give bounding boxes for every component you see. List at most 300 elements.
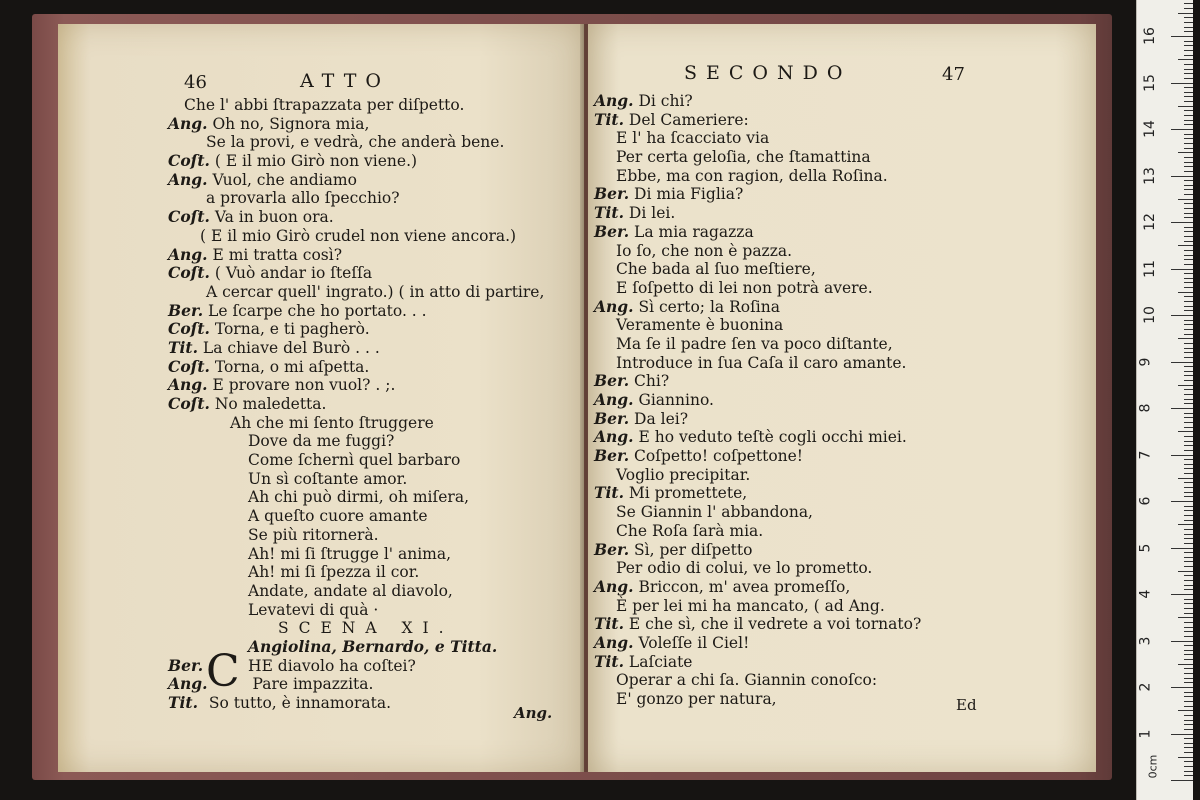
right-page-line [594,653,921,672]
line-text: Chi? [634,372,670,391]
left-page-line [168,395,544,414]
ruler-tick [1184,115,1193,116]
ruler-tick [1178,152,1193,153]
ruler-tick [1184,171,1193,172]
left-page-line [168,545,544,564]
ruler-label: 9 [1137,357,1154,366]
speaker-label: Ang. [594,632,634,652]
right-page-line [594,522,921,541]
line-text: Ma ſe il padre ſen va poco diſtante, [616,334,893,353]
speaker-label: Ber. [594,446,630,466]
ruler-tick [1171,315,1193,316]
ruler-tick [1184,608,1193,609]
line-text: Vuol, che andiamo [212,170,357,189]
ruler-tick [1178,710,1193,711]
line-text: E che sì, che il vedrete a voi tornato? [628,615,922,634]
speaker-label: Ang. [168,169,208,189]
ruler-tick [1184,450,1193,451]
ruler-tick [1184,110,1193,111]
ruler-tick [1184,96,1193,97]
speaker-label: Tit. [594,203,624,223]
ruler-tick [1184,203,1193,204]
line-text: Di chi? [638,92,693,110]
ruler-tick [1184,673,1193,674]
ruler-tick [1184,720,1193,721]
ruler-tick [1184,357,1193,358]
ruler-tick [1184,208,1193,209]
ruler-tick [1184,464,1193,465]
ruler-tick [1171,362,1193,363]
ruler-tick [1184,227,1193,228]
right-page-line [594,578,921,597]
right-page-line [594,690,921,709]
ruler-tick [1184,766,1193,767]
ruler-tick [1178,338,1193,339]
ruler-label: 15 [1141,73,1158,92]
ruler-tick [1184,487,1193,488]
line-text: Operar a chi ſa. Giannin conoſco: [616,671,878,690]
ruler-tick [1184,45,1193,46]
speaker-label: Tit. [594,651,624,671]
ruler-tick [1184,427,1193,428]
ruler-tick [1184,148,1193,149]
ruler-tick [1184,529,1193,530]
line-text: Sì, per diſpetto [634,540,753,559]
line-text: Voglio precipitar. [616,465,751,484]
ruler-tick [1184,678,1193,679]
ruler-tick [1184,627,1193,628]
speaker-label: Ber. [594,408,630,428]
ruler-tick [1184,543,1193,544]
right-page-line [594,484,921,503]
right-running-head: SECONDO [684,62,852,84]
ruler-tick [1184,213,1193,214]
right-page-line [594,634,921,653]
line-text: Da lei? [634,409,689,428]
left-page-line [168,432,544,451]
ruler-tick [1184,599,1193,600]
ruler-tick [1178,571,1193,572]
line-text: Torna, e ti pagherò. [214,320,370,339]
ruler-tick [1171,222,1193,223]
right-page [588,24,1096,772]
right-page-line [594,242,921,261]
line-text: Va in buon ora. [214,208,334,227]
line-text: Torna, o mi aſpetta. [214,357,370,376]
left-page-line [168,507,544,526]
ruler-tick [1184,729,1193,730]
line-text: La chiave del Burò . . . [202,338,380,357]
right-page-line [594,671,921,690]
line-text: Se più ritornerà. [248,525,379,544]
right-page-line [594,204,921,223]
line-text: HE diavolo ha coſtei? [248,656,416,675]
speaker-label: Tit. [594,483,624,503]
left-page-line [168,619,544,638]
ruler-tick [1184,552,1193,553]
ruler-tick [1184,417,1193,418]
speaker-label: Ang. [594,296,634,316]
ruler-label: 16 [1141,27,1158,45]
left-catchword: Ang. [514,704,553,722]
ruler-tick [1184,506,1193,507]
ruler-tick [1184,394,1193,395]
ruler-tick [1178,478,1193,479]
line-text: E' gonzo per natura, [616,690,777,708]
right-catchword: Ed [956,696,977,714]
left-page-line [168,208,544,227]
line-text: Briccon, m' avea promeſſo, [638,577,851,596]
line-text: È per lei mi ha mancato, ( ad Ang. [616,596,885,615]
ruler-tick [1178,524,1193,525]
right-page-line [594,92,921,111]
line-text: Ah che mi ſento ſtruggere [230,413,434,432]
ruler-label: 8 [1137,403,1154,413]
ruler-tick [1184,747,1193,748]
ruler-label: 13 [1141,166,1158,185]
ruler-tick [1184,659,1193,660]
speaker-label: Ang. [594,390,634,409]
left-page-line [168,414,544,433]
ruler-tick [1184,775,1193,776]
line-text: Io ſo, che non è pazza. [616,241,793,260]
speaker-label: Ang. [594,91,634,110]
ruler-tick [1184,538,1193,539]
ruler-tick [1184,343,1193,344]
ruler-tick [1184,738,1193,739]
line-text: E l' ha ſcacciato via [616,129,770,148]
ruler-tick [1184,348,1193,349]
speaker-label: Coſt. [168,151,210,171]
ruler-tick [1184,706,1193,707]
line-text: Di mia Figlia? [634,185,744,204]
ruler-tick [1184,27,1193,28]
ruler-tick [1184,375,1193,376]
line-text: Introduce in ſua Caſa il caro amante. [616,353,907,372]
ruler-tick [1184,162,1193,163]
ruler-tick [1184,603,1193,604]
ruler-tick [1184,143,1193,144]
ruler-tick [1184,101,1193,102]
ruler-label: 5 [1137,543,1154,552]
ruler-label: 1 [1137,729,1154,738]
line-text: E mi tratta così? [212,245,343,264]
left-page-line [168,320,544,339]
ruler-tick [1171,780,1193,781]
speaker-label: Coſt. [168,207,210,227]
right-page-line [594,559,921,578]
left-page-line [168,339,544,358]
right-page-line [594,298,921,317]
ruler-tick [1184,217,1193,218]
ruler-tick [1184,8,1193,9]
ruler-tick [1184,73,1193,74]
ruler-tick [1184,120,1193,121]
ruler-tick [1171,455,1193,456]
ruler-tick [1178,13,1193,14]
ruler-tick [1184,157,1193,158]
left-page-line [168,470,544,489]
line-text: Le ſcarpe che ho portato. . . [208,301,427,320]
left-page-line [168,601,544,620]
right-page-line [594,428,921,447]
right-page-line [594,615,921,634]
ruler-tick [1184,236,1193,237]
ruler-tick [1184,492,1193,493]
ruler-tick [1184,255,1193,256]
ruler-label: 14 [1141,120,1158,138]
ruler-tick [1178,292,1193,293]
line-text: A queſto cuore amante [248,507,428,526]
ruler-tick [1184,250,1193,251]
line-text: Che bada al ſuo meſtiere, [616,260,816,279]
ruler-tick [1184,189,1193,190]
line-text: Per certa geloſia, che ſtamattina [616,148,871,167]
line-text: E ho veduto teſtè cogli occhi miei. [638,428,907,447]
right-page-line [594,316,921,335]
left-page-line [168,526,544,545]
ruler-tick [1184,50,1193,51]
ruler-tick [1184,389,1193,390]
line-text: Coſpetto! coſpettone! [634,447,804,466]
right-page-line [594,447,921,466]
ruler-tick [1184,557,1193,558]
line-text: Mi promettete, [628,484,748,503]
speaker-label: Coſt. [168,263,210,283]
left-page-line [168,376,544,395]
ruler-tick [1171,734,1193,735]
left-text-block [168,96,544,713]
drop-cap: C [206,646,240,697]
ruler-tick [1184,320,1193,321]
ruler-tick [1184,78,1193,79]
ruler-tick [1184,55,1193,56]
ruler-tick [1184,282,1193,283]
left-page-line [168,582,544,601]
ruler-tick [1171,83,1193,84]
right-page-line [594,541,921,560]
line-text: Andate, andate al diavolo, [248,581,453,600]
ruler-tick [1184,134,1193,135]
ruler-tick [1184,715,1193,716]
ruler-tick [1184,761,1193,762]
ruler-tick [1184,515,1193,516]
right-page-line [594,597,921,616]
ruler-tick [1184,31,1193,32]
ruler-tick [1184,366,1193,367]
line-text: La mia ragazza [634,222,754,241]
ruler-tick [1178,617,1193,618]
line-text: Se Giannin l' abbandona, [616,503,813,522]
ruler-tick [1184,124,1193,125]
ruler-tick [1184,352,1193,353]
ruler-tick [1184,580,1193,581]
right-page-line [594,279,921,298]
ruler-tick [1184,22,1193,23]
ruler-tick [1184,329,1193,330]
ruler-tick [1184,771,1193,772]
line-text: Per odio di colui, ve lo prometto. [616,559,873,578]
line-text: Laſciate [628,652,693,671]
ruler-tick [1184,306,1193,307]
ruler-tick [1184,231,1193,232]
ruler-tick [1184,259,1193,260]
line-text: Che l' abbi ſtrapazzata per diſpetto. [184,96,465,114]
ruler-tick [1171,594,1193,595]
line-text: Dove da me fuggi? [248,432,395,451]
ruler-tick [1178,106,1193,107]
ruler-tick [1184,445,1193,446]
ruler-tick [1184,92,1193,93]
ruler-tick [1184,301,1193,302]
right-page-line [594,185,921,204]
ruler-tick [1178,245,1193,246]
ruler-tick [1184,278,1193,279]
ruler-tick [1184,585,1193,586]
ruler-tick [1184,622,1193,623]
ruler-unit-label: 0cm [1146,754,1160,779]
ruler-tick [1184,650,1193,651]
ruler-tick [1184,496,1193,497]
ruler-tick [1184,334,1193,335]
right-page-line [594,372,921,391]
right-page-line [594,111,921,130]
ruler-tick [1178,385,1193,386]
speaker-label: Coſt. [168,356,210,376]
ruler-tick [1184,724,1193,725]
ruler-tick [1171,408,1193,409]
ruler-tick [1184,645,1193,646]
ruler-tick [1184,468,1193,469]
left-page-line [168,358,544,377]
left-page-line [168,152,544,171]
line-text: No maledetta. [214,395,327,413]
left-page-line [168,96,544,115]
ruler-tick [1184,482,1193,483]
measuring-ruler [1136,0,1193,800]
line-text: E provare non vuol? . ;. [212,376,396,395]
speaker-label: Ber. [594,221,630,241]
ruler-tick [1184,682,1193,683]
line-text: Un sì coſtante amor. [248,469,408,488]
speaker-label: Ang. [168,375,208,395]
ruler-tick [1184,520,1193,521]
line-text: So tutto, è innamorata. [208,694,391,712]
left-running-head: ATTO [300,70,390,92]
right-page-line [594,167,921,186]
ruler-tick [1171,548,1193,549]
ruler-tick [1184,575,1193,576]
ruler-tick [1184,566,1193,567]
ruler-tick [1171,176,1193,177]
ruler-tick [1184,241,1193,242]
ruler-tick [1184,166,1193,167]
ruler-label: 4 [1137,589,1154,599]
ruler-tick [1184,589,1193,590]
line-text: ( E il mio Girò crudel non viene ancora.) [200,226,517,245]
ruler-tick [1184,561,1193,562]
line-text: Se la provi, e vedrà, che anderà bene. [206,133,505,152]
ruler-tick [1184,324,1193,325]
ruler-tick [1178,431,1193,432]
ruler-tick [1184,194,1193,195]
speaker-label: Ber. [594,539,630,559]
line-text: Ah chi può dirmi, oh miſera, [248,488,469,507]
ruler-tick [1171,269,1193,270]
left-page-line [168,171,544,190]
speaker-label: Ang. [594,576,634,596]
right-page-line [594,503,921,522]
ruler-tick [1184,3,1193,4]
ruler-label: 2 [1137,682,1154,692]
ruler-tick [1184,441,1193,442]
right-page-line [594,410,921,429]
speaker-label: Ber. [594,184,630,204]
speaker-label: Coſt. [168,394,210,413]
ruler-tick [1184,273,1193,274]
ruler-label: 12 [1141,213,1158,231]
ruler-label: 7 [1137,450,1154,459]
line-text: Ebbe, ma con ragion, della Roſina. [616,166,888,185]
ruler-tick [1184,631,1193,632]
ruler-tick [1184,41,1193,42]
ruler-tick [1184,413,1193,414]
line-text: Ah! mi ſi ſpezza il cor. [248,563,420,582]
left-page-line [168,189,544,208]
ruler-tick [1184,87,1193,88]
ruler-tick [1184,534,1193,535]
ruler-tick [1184,403,1193,404]
ruler-tick [1184,399,1193,400]
ruler-tick [1184,459,1193,460]
ruler-tick [1184,185,1193,186]
line-text: Del Cameriere: [628,110,749,129]
line-text: Voleſſe il Ciel! [638,633,750,652]
right-page-line [594,148,921,167]
line-text: Ah! mi ſi ſtrugge l' anima, [248,544,452,563]
speaker-label: Coſt. [168,319,210,339]
ruler-tick [1184,264,1193,265]
ruler-tick [1171,687,1193,688]
speaker-label: Tit. [594,614,624,634]
ruler-tick [1184,138,1193,139]
right-page-line [594,466,921,485]
line-text: a provarla allo ſpecchio? [206,189,400,208]
line-text: Sì certo; la Roſina [638,297,780,316]
right-text-block [594,92,921,709]
ruler-tick [1184,743,1193,744]
ruler-tick [1184,180,1193,181]
line-text: Veramente è buonina [616,316,784,335]
line-text: Levatevi di quà · [248,600,379,619]
ruler-tick [1171,129,1193,130]
speaker-label: Ang. [168,244,208,264]
right-page-line [594,335,921,354]
right-page-number: 47 [942,64,965,85]
ruler-tick [1184,287,1193,288]
line-text: Giannino. [638,391,714,409]
ruler-tick [1184,668,1193,669]
right-page-line [594,391,921,410]
ruler-tick [1184,436,1193,437]
right-page-line [594,129,921,148]
ruler-label: 3 [1137,636,1154,645]
speaker-label: Ber. [168,300,204,320]
ruler-tick [1184,510,1193,511]
ruler-tick [1184,613,1193,614]
right-page-line [594,223,921,242]
speaker-label: Tit. [168,337,198,357]
